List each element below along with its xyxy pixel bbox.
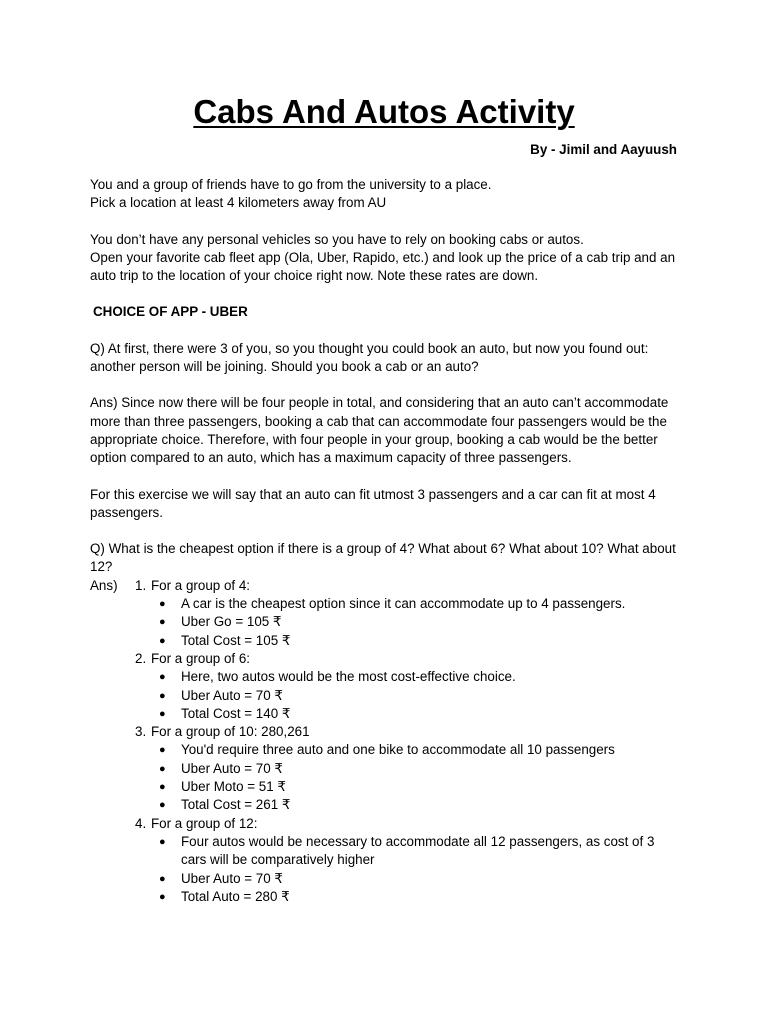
bullet-icon: ● (159, 707, 166, 720)
question-1: Q) At first, there were 3 of you, so you thought you could book an auto, but now you found out: another person will be joining. Should you book a cab or an auto? (90, 340, 649, 375)
bullet-icon: ● (159, 872, 166, 885)
list-item: ● Total Cost = 105 ₹ (159, 632, 680, 650)
list-item: ● Four autos would be necessary to accommodate all 12 passengers, as cost of 3 cars will be comparatively higher (159, 833, 680, 870)
bullet-icon: ● (159, 799, 166, 812)
answer-2 (90, 577, 680, 906)
setup-line: Open your favorite cab fleet app (Ola, Uber, Rapido, etc.) and look up the price of a cab trip and an auto trip to the location of your choice right now. Note these rates are down. (90, 249, 676, 284)
list-item: ● Uber Moto = 51 ₹ (159, 778, 680, 796)
group-number: 2. (135, 650, 147, 666)
group-number: 3. (135, 724, 147, 740)
group-title: For a group of 10: 280,261 (151, 724, 310, 740)
bullet-icon: ● (159, 634, 166, 647)
byline: By - Jimil and Aayuush (530, 142, 677, 157)
bullet-icon: ● (159, 671, 166, 684)
bullet-list (151, 595, 680, 650)
intro-line: Pick a location at least 4 kilometers away from AU (90, 195, 387, 211)
list-item: ● Total Cost = 140 ₹ (159, 705, 680, 723)
bullet-list (151, 741, 680, 814)
list-item: ● Total Auto = 280 ₹ (159, 888, 680, 906)
group-number: 4. (135, 815, 147, 831)
choice-heading: CHOICE OF APP - UBER (93, 304, 248, 320)
bullet-icon: ● (159, 616, 166, 629)
list-item: ● You'd require three auto and one bike to accommodate all 10 passengers (159, 741, 680, 759)
group-title: For a group of 12: (151, 815, 258, 831)
intro-line: You and a group of friends have to go from the university to a place. (90, 177, 492, 192)
answer-label: Ans) (90, 577, 118, 593)
bullet-icon: ● (159, 744, 166, 757)
bullet-list (151, 668, 680, 723)
group-item (135, 650, 680, 723)
bullet-list (151, 833, 680, 906)
list-item: ● A car is the cheapest option since it can accommodate up to 4 passengers. (159, 595, 680, 613)
group-title: For a group of 4: (151, 577, 250, 593)
bullet-icon: ● (159, 781, 166, 794)
group-item (135, 815, 680, 906)
bullet-icon: ● (159, 598, 166, 611)
list-item: ● Uber Auto = 70 ₹ (159, 687, 680, 705)
list-item: ● Uber Go = 105 ₹ (159, 613, 680, 631)
bullet-icon: ● (159, 762, 166, 775)
list-item: ● Uber Auto = 70 ₹ (159, 870, 680, 888)
exercise-note: For this exercise we will say that an auto can fit utmost 3 passengers and a car can fit at most 4 passengers. (90, 486, 656, 520)
group-number: 1. (135, 577, 147, 593)
group-list (135, 577, 680, 906)
group-item (135, 723, 680, 814)
list-item: ● Total Cost = 261 ₹ (159, 796, 680, 814)
question-2: Q) What is the cheapest option if there is a group of 4? What about 6? What about 10? What about 12? (90, 541, 676, 575)
answer-1: Ans) Since now there will be four people in total, and considering that an auto can’t accommodate more than three passengers, booking a cab that can accommodate four passengers would be the appropriate choice. Therefore, with four people in your group, booking a cab would be the better option compared to an auto, which has a maximum capacity of three passengers. (90, 395, 669, 466)
setup-line: You don’t have any personal vehicles so you have to rely on booking cabs or autos. (90, 231, 584, 247)
document-title: Cabs And Autos Activity (193, 93, 575, 130)
list-item: ● Here, two autos would be the most cost-effective choice. (159, 668, 680, 686)
bullet-icon: ● (159, 689, 166, 702)
group-title: For a group of 6: (151, 650, 250, 666)
bullet-icon: ● (159, 890, 166, 903)
bullet-icon: ● (159, 835, 166, 848)
group-item (135, 577, 680, 650)
document-body (90, 176, 680, 906)
list-item: ● Uber Auto = 70 ₹ (159, 760, 680, 778)
